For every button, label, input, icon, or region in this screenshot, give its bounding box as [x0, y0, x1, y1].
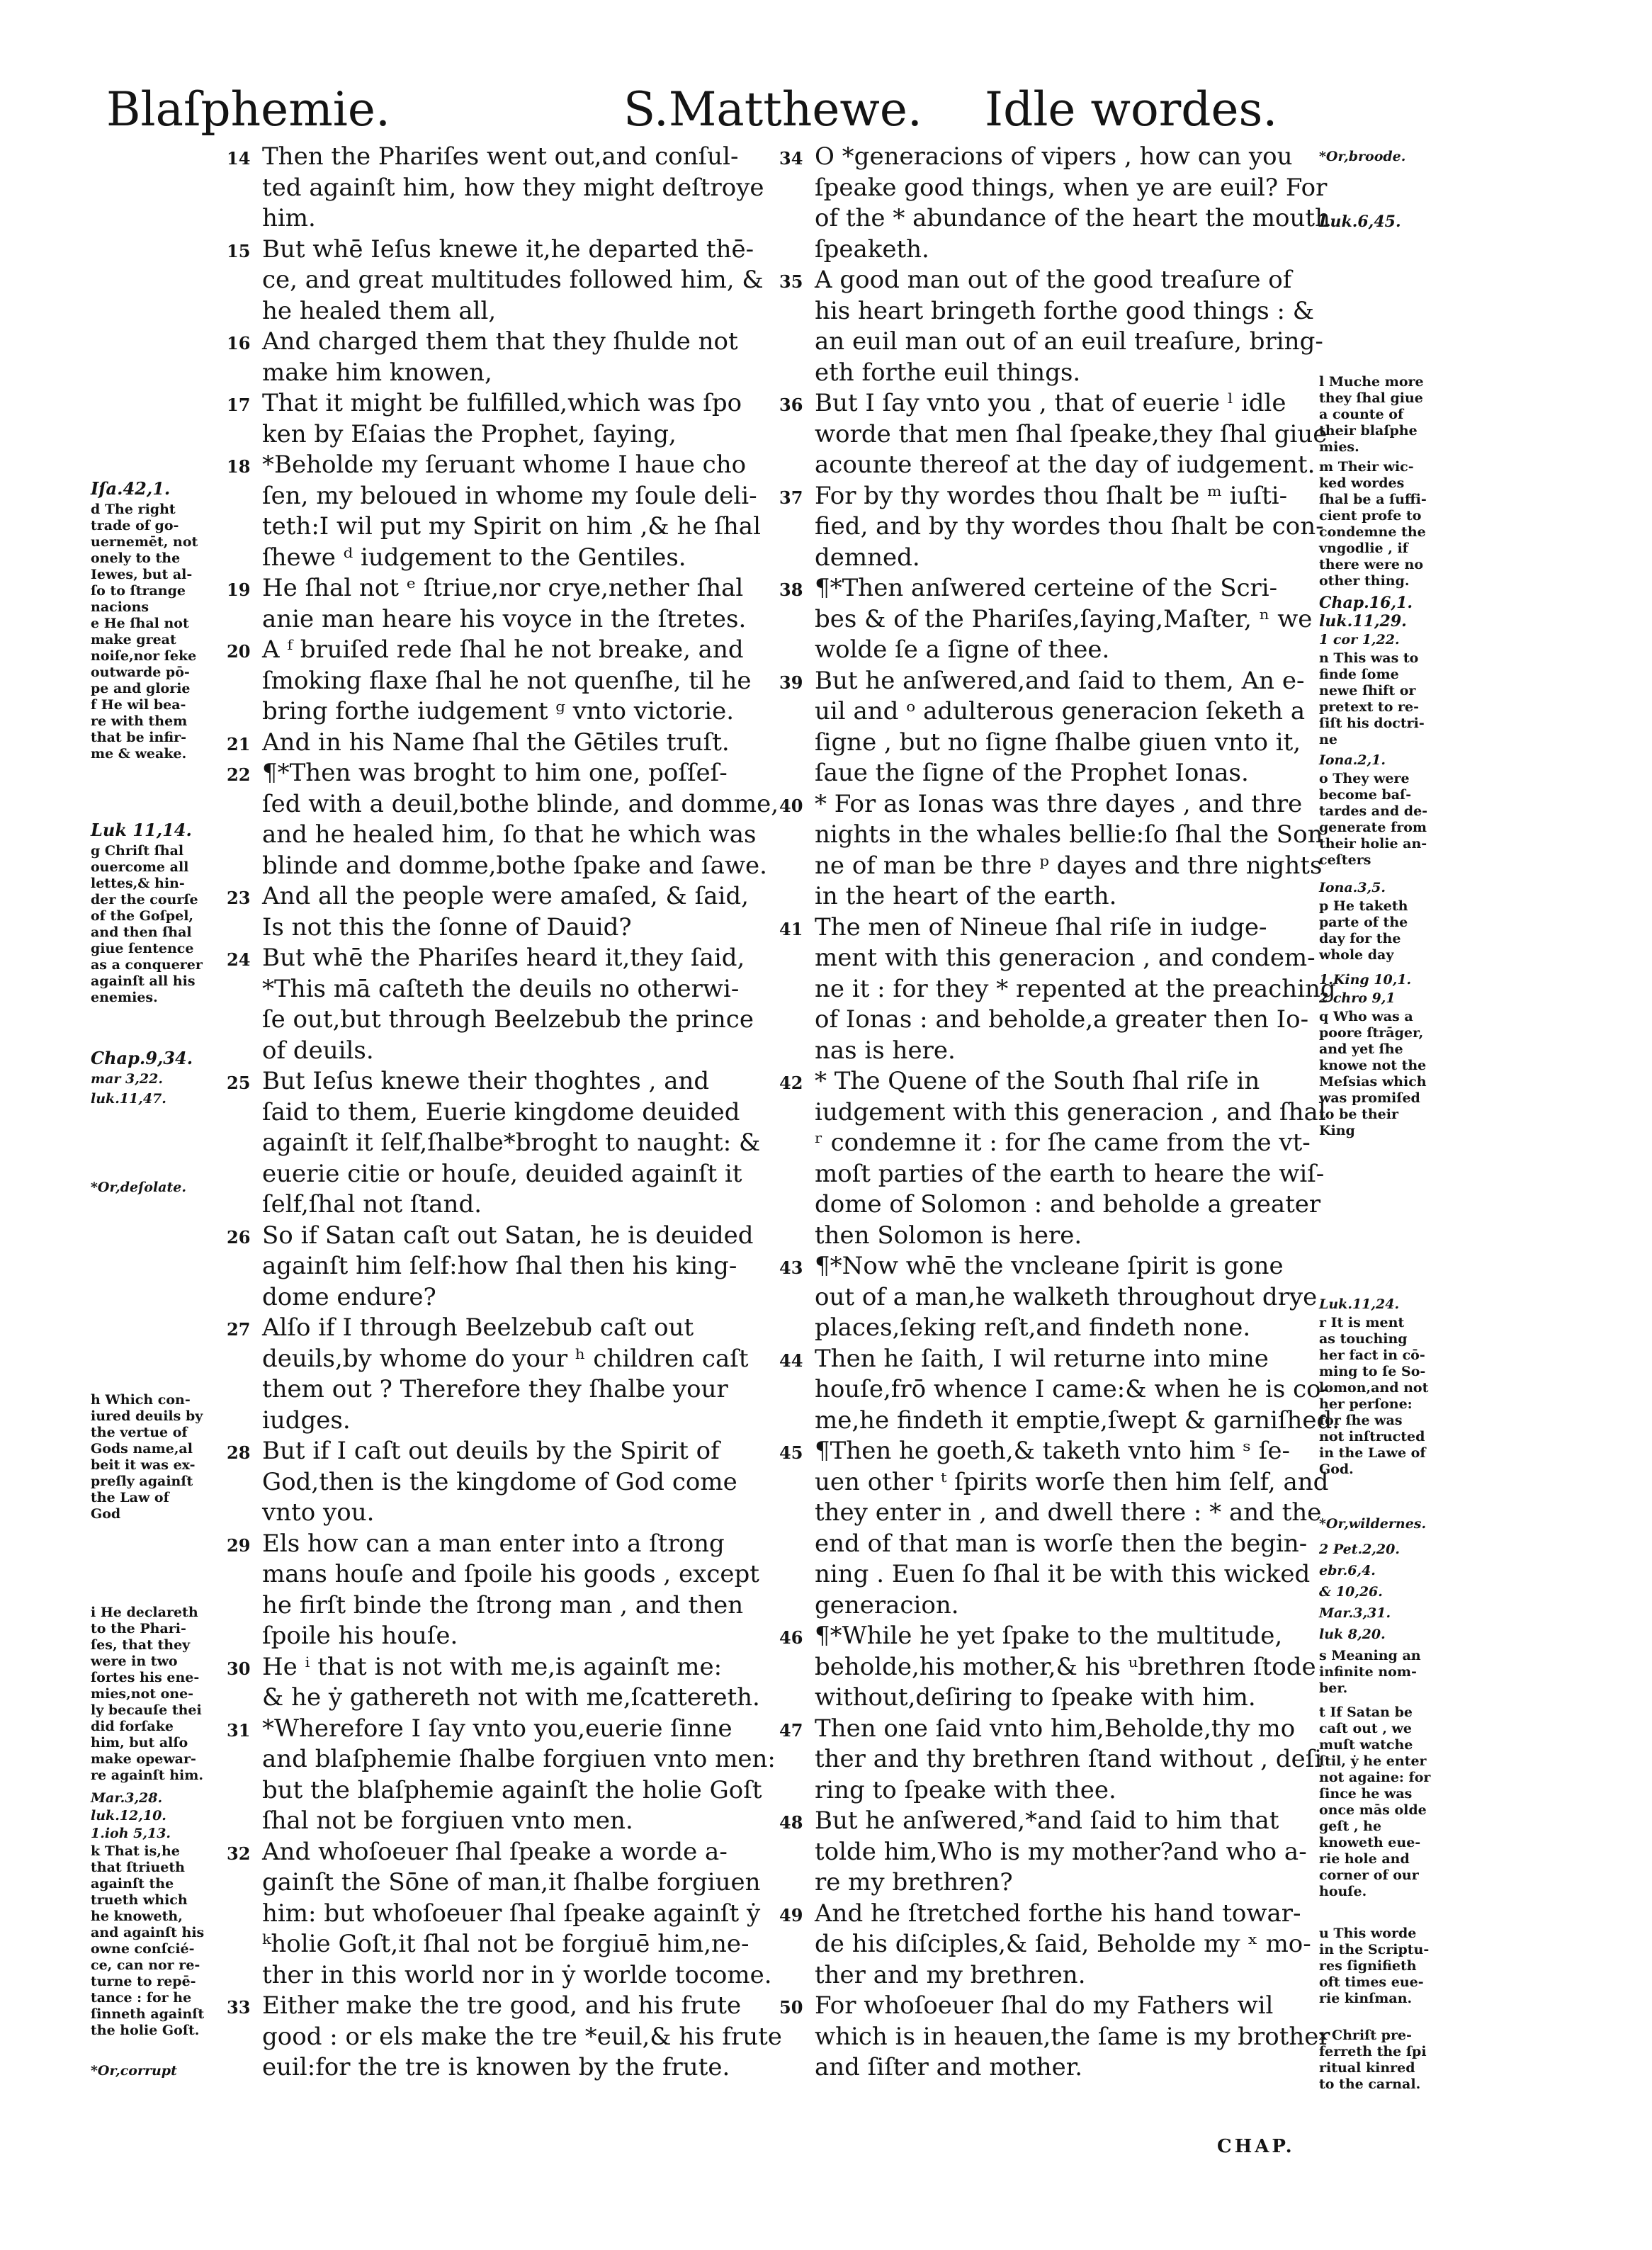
margin-note: o They were become baſ- tardes and de- generate from their holie an- ceſters	[1319, 771, 1428, 868]
margin-ref: luk 8,20.	[1319, 1627, 1386, 1642]
verse-23	[227, 881, 772, 943]
margin-note: i He declareth to the Phari- ſes, that they were in two ſortes his ene- mies,not one- ly becauſe thei did forſake him, but alſo make opewar- re againſt him.	[91, 1605, 203, 1783]
verse-number: 24	[227, 949, 251, 970]
margin-ref: *Or,broode.	[1319, 149, 1406, 164]
margin-note: h Which con- iured deuils by the vertue of Gods name,al beit it was ex- preſly againſt the Law of God	[91, 1392, 203, 1522]
verse-text: But whē Ieſus knewe it,he departed thē- ce, and great multitudes followed him, & he healed them all,	[262, 234, 764, 325]
verse-text: And he ſtretched forthe his hand towar- de his diſciples,& ſaid, Beholde my ˣ mo- ther and my brethren.	[815, 1899, 1311, 1989]
running-head-left: Blaſphemie.	[106, 82, 390, 137]
verse-number: 33	[227, 1997, 251, 2018]
verse-text: For whoſoeuer ſhal do my Fathers wil which is in heauen,the ſame is my brother and ſiſter and mother.	[815, 1991, 1330, 2081]
verse-44	[779, 1344, 1340, 1437]
margin-note: r It is ment as touching her fact in cō- ming to ſe So- lomon,and not her perſone: for ſhe was not inſtructed in the Lawe of God.	[1319, 1315, 1429, 1477]
verse-31	[227, 1714, 776, 1837]
verse-text: A good man out of the good treaſure of his heart bringeth forthe good things : & an euil man out of an euil treaſure, bring- eth forthe euil things.	[815, 266, 1323, 387]
margin-ref: 2 chro 9,1	[1319, 990, 1396, 1006]
verse-text: That it might be fulfilled,which was ſpo ken by Eſaias the Prophet, ſaying,	[262, 389, 742, 448]
verse-40	[779, 789, 1323, 912]
verse-20	[227, 635, 772, 728]
verse-43	[779, 1251, 1318, 1344]
verse-text: Then he ſaith, I wil returne into mine houſe,frō whence I came:& when he is co- me,he findeth it emptie,ſwept & garniſhed.	[815, 1344, 1340, 1435]
margin-ref: Luk 11,14.	[91, 820, 192, 840]
margin-ref: Mar.3,31.	[1319, 1605, 1391, 1621]
verse-text: But I ſay vnto you , that of euerie ˡ idle worde that men ſhal ſpeake,they ſhal giue acounte thereof at the day of iudgement.	[815, 389, 1328, 479]
verse-text: * The Quene of the South ſhal riſe in iudgement with this generacion , and ſhal ʳ condemne it : for ſhe came from the vt- moſt parties of the earth to heare the wiſ- dome of Solomon : and beholde a greater then Solomon is here.	[815, 1067, 1326, 1250]
verse-32	[227, 1837, 772, 1991]
verse-number: 29	[227, 1534, 251, 1556]
verse-number: 48	[779, 1812, 803, 1833]
margin-ref: Iona.2,1.	[1319, 752, 1386, 768]
margin-ref: luk.11,47.	[91, 1091, 166, 1107]
verse-33	[227, 1991, 782, 2084]
verse-47	[779, 1714, 1323, 1807]
verse-text: So if Satan caſt out Satan, he is deuided againſt him ſelf:how ſhal then his king- dome endure?	[262, 1221, 754, 1311]
verse-text: ¶*While he yet ſpake to the multitude, beholde,his mother,& his ᵘbrethren ſtode without,deſiring to ſpeake with him.	[815, 1622, 1316, 1712]
verse-number: 16	[227, 333, 251, 354]
verse-number: 42	[779, 1073, 803, 1093]
verse-34	[779, 142, 1330, 265]
verse-text: For by thy wordes thou ſhalt be ᵐ iuſti- fied, and by thy wordes thou ſhalt be con- demned.	[815, 481, 1324, 572]
verse-16	[227, 327, 772, 388]
verse-text: *Beholde my ſeruant whome I haue cho ſen, my beloued in whome my ſoule deli- teth:I wil put my Spirit on him ,& he ſhal ſhewe ᵈ iudgement to the Gentiles.	[262, 451, 761, 572]
margin-ref: *Or,wildernes.	[1319, 1516, 1427, 1532]
verse-text: O *generacions of vipers , how can you ſpeake good things, when ye are euil? For of the * abundance of the heart the mouth ſpeaketh.	[815, 142, 1330, 264]
verse-14	[227, 142, 772, 234]
margin-ref: *Or,corrupt	[91, 2063, 177, 2079]
verse-number: 49	[779, 1904, 803, 1926]
verse-text: Alſo if I through Beelzebub caſt out deuils,by whome do your ʰ children caſt them out ? Therefore they ſhalbe your iudges.	[262, 1313, 749, 1435]
verse-number: 45	[779, 1442, 803, 1463]
margin-ref: luk.11,29.	[1319, 612, 1407, 631]
margin-note: q Who was a poore ſtrāger, and yet ſhe knowe not the Meſsias which was promiſed to be their King	[1319, 1009, 1427, 1138]
verse-46	[779, 1621, 1318, 1714]
margin-note: n This was to finde ſome newe ſhift or pretext to re- ſiſt his doctri- ne	[1319, 650, 1425, 747]
verse-30	[227, 1652, 772, 1714]
verse-text: ¶*Now whē the vncleane ſpirit is gone out of a man,he walketh throughout drye places,ſeking reſt,and findeth none.	[815, 1252, 1318, 1342]
verse-text: * For as Ionas was thre dayes , and thre nights in the whales bellie:ſo ſhal the Son ne of man be thre ᵖ dayes and thre nights in the heart of the earth.	[815, 789, 1323, 910]
verse-24	[227, 943, 772, 1066]
margin-ref: Mar.3,28.	[91, 1790, 163, 1806]
margin-ref: *Or,deſolate.	[91, 1180, 186, 1195]
verse-text: A ᶠ bruiſed rede ſhal he not breake, and ſmoking flaxe ſhal he not quenſhe, til he bring forthe iudgement ᵍ vnto victorie.	[262, 635, 752, 725]
margin-note: p He taketh parte of the day for the whole day	[1319, 898, 1408, 963]
margin-note: u This worde in the Scriptu- res ſignifieth oft times eue- rie kinſman.	[1319, 1926, 1430, 2006]
verse-number: 34	[779, 148, 803, 169]
verse-50	[779, 1991, 1330, 2084]
margin-ref: 1.ioh 5,13.	[91, 1826, 171, 1841]
verse-number: 17	[227, 395, 251, 415]
margin-ref: Chap.16,1.	[1319, 594, 1413, 612]
left-text-column	[227, 142, 782, 2084]
verse-text: He ⁱ that is not with me,is againſt me: & he ẏ gathereth not with me,ſcattereth.	[262, 1652, 760, 1712]
margin-note: t If Satan be caſt out , we muſt watche ſtil, ẏ he enter not againe: for ſince he was once mās olde geſt , he knoweth eue- rie hole and corner of our houſe.	[1319, 1705, 1431, 1899]
verse-28	[227, 1436, 772, 1529]
verse-number: 14	[227, 148, 251, 169]
verse-text: Els how can a man enter into a ſtrong mans houſe and ſpoile his goods , except he firſt binde the ſtrong man , and then ſpoile his houſe.	[262, 1529, 759, 1650]
verse-number: 32	[227, 1843, 251, 1864]
verse-number: 38	[779, 580, 803, 600]
running-head-center: S.Matthewe.	[623, 82, 922, 137]
verse-number: 21	[227, 733, 251, 754]
verse-number: 40	[779, 795, 803, 816]
margin-ref: Iona.3,5.	[1319, 880, 1386, 895]
margin-ref: & 10,26.	[1319, 1584, 1383, 1600]
margin-ref: Luk.11,24.	[1319, 1296, 1400, 1312]
running-head	[0, 78, 1652, 142]
verse-number: 25	[227, 1073, 251, 1093]
verse-number: 30	[227, 1658, 251, 1679]
verse-text: ¶*Then was broght to him one, poſſeſ- ſed with a deuil,bothe blinde, and domme, and he healed him, ſo that he which was blinde and domme,bothe ſpake and ſawe.	[262, 759, 779, 880]
verse-27	[227, 1313, 772, 1436]
verse-text: And in his Name ſhal the Gētiles truſt.	[262, 728, 730, 757]
verse-text: But Ieſus knewe their thoghtes , and ſaid to them, Euerie kingdome deuided againſt it ſelf,ſhalbe*broght to naught: & euerie citie or houſe, deuided againſt it ſelf,ſhal not ſtand.	[262, 1067, 761, 1219]
verse-29	[227, 1529, 772, 1652]
verse-number: 22	[227, 764, 251, 785]
verse-number: 26	[227, 1226, 251, 1248]
margin-note: x Chriſt pre- ferreth the ſpi ritual kinred to the carnal.	[1319, 2028, 1427, 2092]
verse-number: 47	[779, 1719, 803, 1741]
verse-text: He ſhal not ᵉ ſtriue,nor crye,nether ſhal anie man heare his voyce in the ſtretes.	[262, 574, 747, 633]
verse-text: ¶*Then anſwered certeine of the Scri- bes & of the Phariſes,ſaying,Maſter, ⁿ we wolde ſe a ſigne of thee.	[815, 574, 1313, 664]
verse-19	[227, 573, 772, 635]
verse-text: *Wherefore I ſay vnto you,euerie ſinne and blaſphemie ſhalbe forgiuen vnto men: but the blaſphemie againſt the holie Goſt ſhal not be forgiuen vnto men.	[262, 1714, 776, 1835]
margin-ref: Chap.9,34.	[91, 1048, 193, 1068]
margin-note: d The right trade of go- uernemēt, not onely to the Iewes, but al- ſo to ſtrange nacions e He ſhal not make great noiſe,nor ſeke outwarde pō- pe and glorie f He wil bea- re with them that be infir- me & weake.	[91, 502, 198, 762]
verse-text: And all the people were amaſed, & ſaid, Is not this the ſonne of Dauid?	[262, 882, 749, 942]
margin-ref: ebr.6,4.	[1319, 1563, 1376, 1578]
verse-45	[779, 1436, 1329, 1621]
verse-text: But whē the Phariſes heard it,they ſaid, *This mā caſteth the deuils no otherwi- ſe out,but through Beelzebub the prince of deuils.	[262, 944, 754, 1065]
verse-number: 37	[779, 487, 803, 508]
verse-39	[779, 666, 1318, 789]
verse-number: 46	[779, 1627, 803, 1648]
margin-note: k That is,he that ſtriueth againſt the trueth which he knoweth, and againſt his owne conſcié- ce, can nor re- turne to repē- tance : for he ſinneth againſt the holie Goſt.	[91, 1843, 205, 2038]
verse-text: And charged them that they ſhulde not make him knowen,	[262, 327, 738, 387]
verse-25	[227, 1066, 772, 1221]
verse-49	[779, 1899, 1318, 1991]
verse-17	[227, 388, 772, 450]
margin-ref: Iſa.42,1.	[91, 478, 171, 499]
verse-number: 43	[779, 1257, 803, 1278]
verse-number: 15	[227, 240, 251, 261]
verse-text: And whoſoeuer ſhal ſpeake a worde a- gainſt the Sōne of man,it ſhalbe forgiuen him: but whoſoeuer ſhal ſpeake againſt ẏ ᵏholie Goſt,it ſhal not be forgiuē him,ne- ther in this world nor in ẏ worlde tocome.	[262, 1837, 772, 1989]
verse-38	[779, 573, 1318, 666]
verse-number: 27	[227, 1319, 251, 1340]
verse-number: 23	[227, 888, 251, 908]
margin-note: m Their wic- ked wordes ſhal be a ſuffi- cient profe to condemne the vngodlie , if there were no other thing.	[1319, 459, 1427, 589]
margin-ref: Luk.6,45.	[1319, 213, 1401, 231]
margin-ref: luk.12,10.	[91, 1808, 166, 1824]
verse-number: 31	[227, 1719, 251, 1741]
verse-text: Either make the tre good, and his frute good : or els make the tre *euil,& his frute euil:for the tre is knowen by the frute.	[262, 1991, 782, 2081]
verse-text: The men of Nineue ſhal riſe in iudge- ment with this generacion , and condem- ne it : for they * repented at the preaching of Ionas : and beholde,a greater then Io- nas is here.	[815, 912, 1336, 1065]
verse-36	[779, 388, 1328, 481]
verse-35	[779, 265, 1323, 388]
margin-note: s Meaning an infinite nom- ber.	[1319, 1648, 1421, 1696]
verse-22	[227, 758, 779, 881]
verse-number: 20	[227, 641, 251, 662]
verse-number: 18	[227, 456, 251, 477]
verse-18	[227, 450, 772, 573]
verse-37	[779, 481, 1324, 574]
verse-number: 50	[779, 1997, 803, 2018]
verse-26	[227, 1221, 772, 1313]
margin-ref: 2 Pet.2,20.	[1319, 1542, 1400, 1557]
verse-number: 39	[779, 672, 803, 693]
verse-15	[227, 234, 772, 327]
margin-ref: 1 cor 1,22.	[1319, 632, 1400, 648]
running-head-right: Idle wordes.	[985, 82, 1278, 137]
verse-41	[779, 912, 1336, 1067]
catchword: CHAP.	[1217, 2136, 1295, 2157]
verse-number: 19	[227, 580, 251, 600]
verse-text: Then one ſaid vnto him,Beholde,thy mo ther and thy brethren ſtand without , deſi ring to ſpeake with thee.	[815, 1714, 1323, 1804]
verse-number: 28	[227, 1442, 251, 1463]
verse-number: 44	[779, 1350, 803, 1371]
verse-42	[779, 1066, 1326, 1251]
verse-text: But if I caſt out deuils by the Spirit of God,then is the kingdome of God come vnto you.	[262, 1437, 737, 1527]
verse-21	[227, 728, 772, 759]
verse-number: 41	[779, 918, 803, 939]
margin-note: l Muche more they ſhal giue a counte of their blaſphe mies.	[1319, 374, 1424, 455]
margin-ref: 1.King 10,1.	[1319, 972, 1412, 988]
right-text-column	[779, 142, 1340, 2084]
verse-text: But he anſwered,and ſaid to them, An e- uil and ᵒ adulterous generacion ſeketh a ſigne , but no ſigne ſhalbe giuen vnto it, ſaue the ſigne of the Prophet Ionas.	[815, 666, 1306, 787]
verse-text: ¶Then he goeth,& taketh vnto him ˢ ſe- uen other ᵗ ſpirits worſe then him ſelf, and they enter in , and dwell there : * and the end of that man is worſe then the begin- ning . Euen ſo ſhal it be with this wicked generacion.	[815, 1437, 1329, 1619]
verse-text: But he anſwered,*and ſaid to him that tolde him,Who is my mother?and who a- re my brethren?	[815, 1807, 1307, 1896]
verse-number: 36	[779, 395, 803, 415]
margin-ref: mar 3,22.	[91, 1071, 163, 1087]
verse-48	[779, 1806, 1318, 1899]
margin-note: g Chriſt ſhal ouercome all lettes,& hin- der the courſe of the Goſpel, and then ſhal giue ſentence as a conquerer againſt all his enemies.	[91, 843, 203, 1005]
verse-number: 35	[779, 271, 803, 292]
verse-text: Then the Phariſes went out,and conſul- ted againſt him, how they might deſtroye him.	[262, 142, 764, 232]
